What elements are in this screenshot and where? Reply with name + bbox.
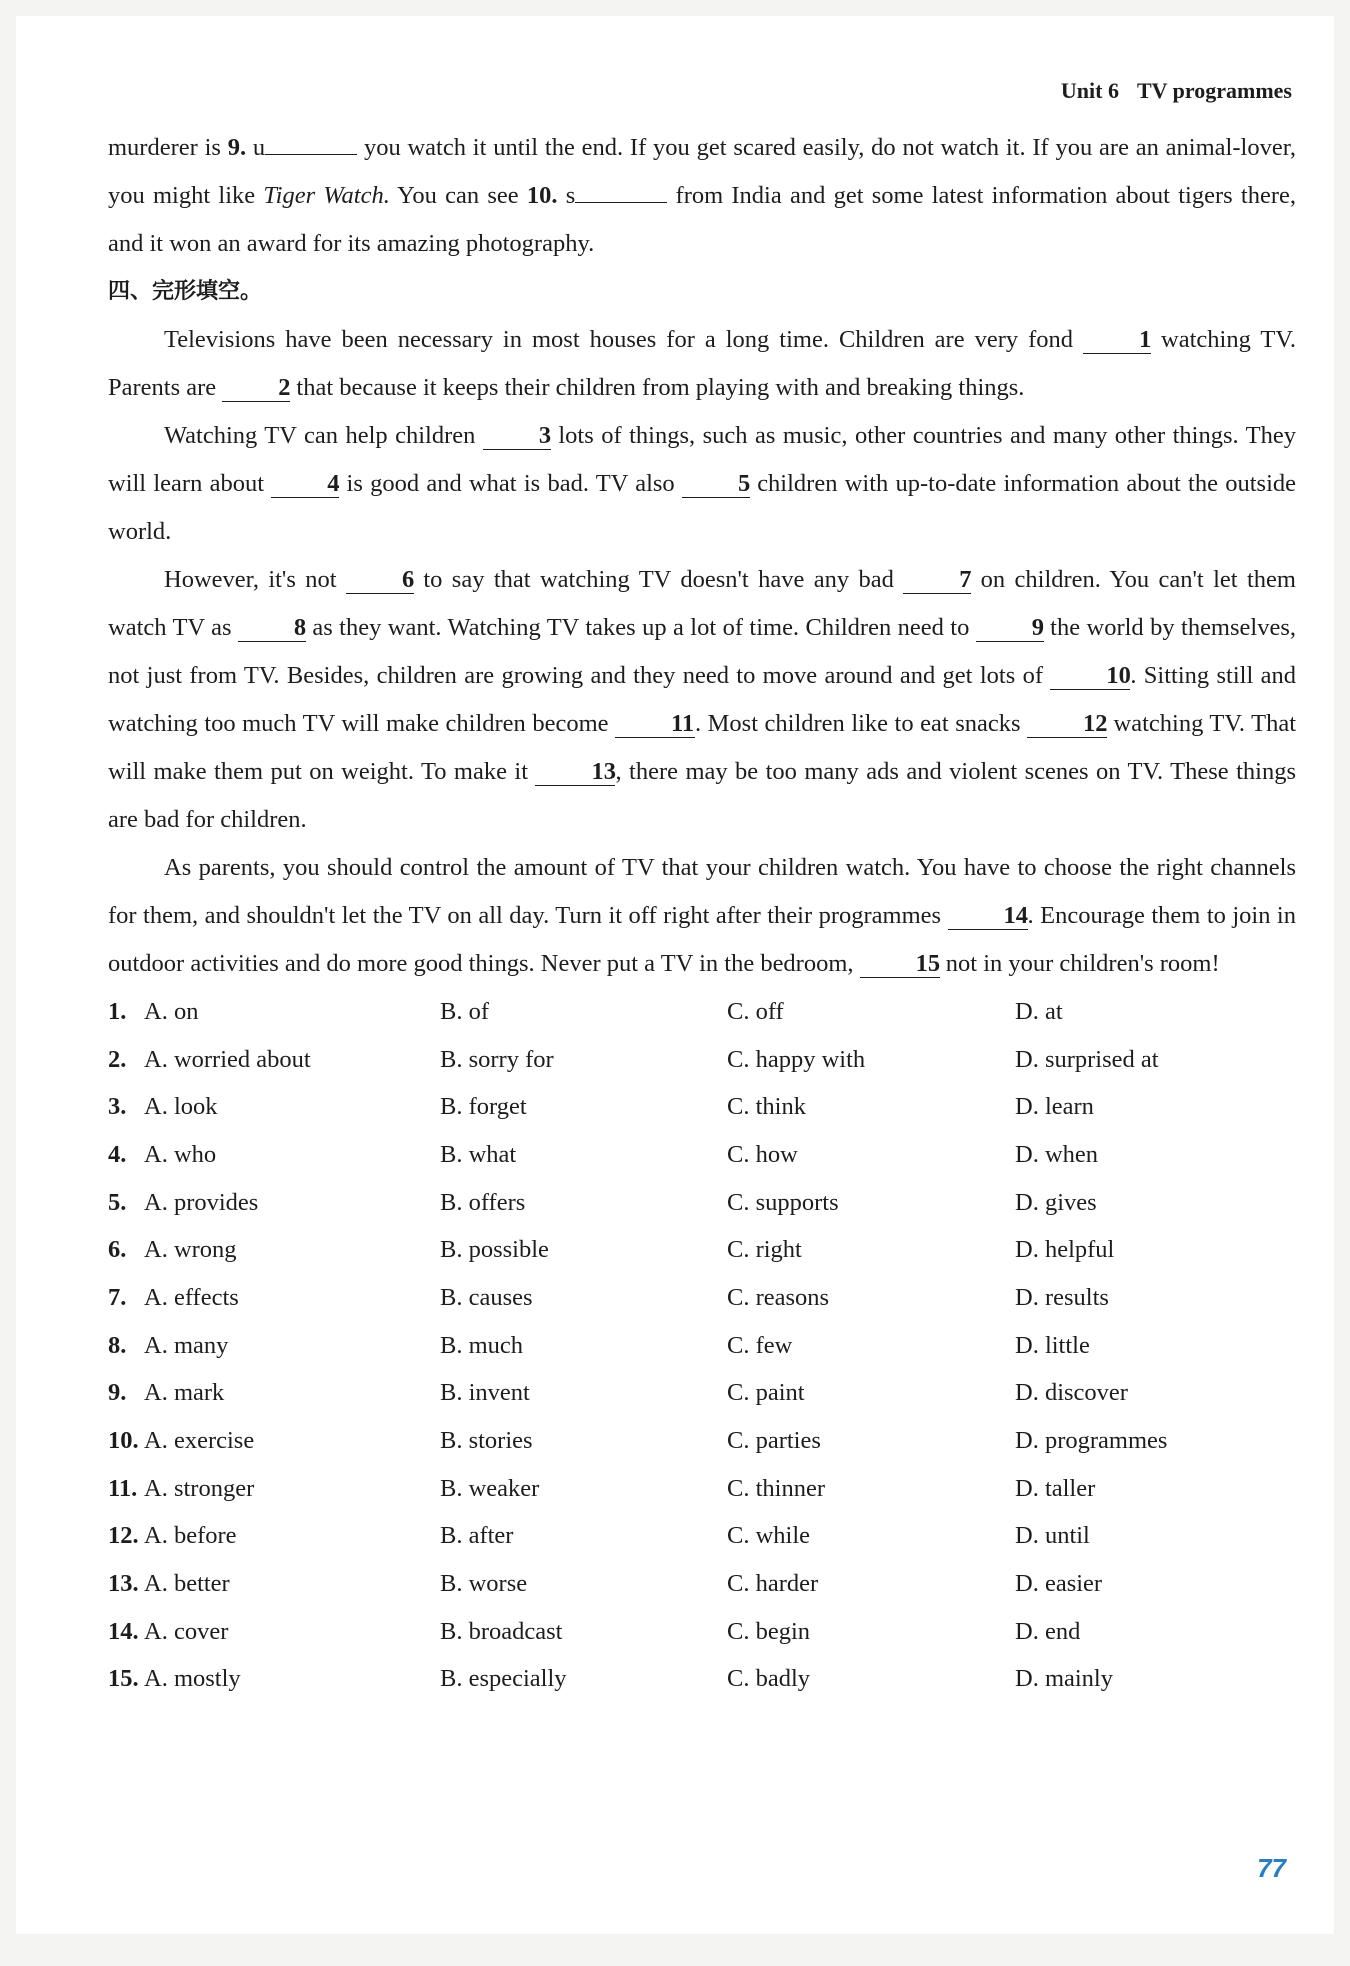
question-number: 8. <box>108 1331 127 1359</box>
answer-blank-9[interactable] <box>265 128 357 155</box>
option-d[interactable]: D. discover <box>1015 1379 1128 1407</box>
option-b[interactable]: B. sorry for <box>440 1045 554 1073</box>
option-b[interactable]: B. of <box>440 997 489 1025</box>
section-title: 四、完形填空。 <box>108 279 263 304</box>
text-run: children with up-to-date information about the outside world. <box>108 470 1296 545</box>
question-number: 6. <box>108 1236 127 1264</box>
header-unit: Unit 6 <box>1060 78 1119 103</box>
option-row <box>108 1513 1296 1561</box>
cloze-blank-5[interactable]: 5 <box>682 471 750 498</box>
cloze-blank-13[interactable]: 13 <box>535 759 615 786</box>
option-b[interactable]: B. weaker <box>440 1474 540 1502</box>
option-d[interactable]: D. taller <box>1015 1474 1096 1502</box>
text-run: to say that watching TV doesn't have any bad <box>413 566 904 593</box>
text-run: is good and what is bad. TV also <box>339 470 682 497</box>
reading-paragraph-end <box>108 124 1296 268</box>
option-a[interactable]: A. worried about <box>144 1045 311 1073</box>
text-run: u <box>246 134 266 161</box>
text-run: s <box>557 182 576 209</box>
option-a[interactable]: A. cover <box>144 1617 229 1645</box>
option-d[interactable]: D. mainly <box>1015 1665 1113 1693</box>
programme-title: Tiger Watch. <box>263 182 390 209</box>
option-a[interactable]: A. provides <box>144 1188 259 1216</box>
question-number: 10. <box>108 1427 139 1455</box>
cloze-blank-3[interactable]: 3 <box>483 423 551 450</box>
option-d[interactable]: D. until <box>1015 1522 1090 1550</box>
option-a[interactable]: A. before <box>144 1522 237 1550</box>
cloze-blank-1[interactable]: 1 <box>1083 327 1151 354</box>
option-b[interactable]: B. invent <box>440 1379 530 1407</box>
question-number: 9. <box>227 134 247 161</box>
text-run: . Encourage them to join in outdoor activities and do more good things. Never put a TV in the bedroom, <box>108 902 1296 977</box>
option-c[interactable]: C. few <box>727 1331 793 1359</box>
option-b[interactable]: B. after <box>440 1522 514 1550</box>
option-c[interactable]: C. supports <box>727 1188 839 1216</box>
question-number: 5. <box>108 1188 127 1216</box>
question-number: 11. <box>108 1474 138 1502</box>
option-row <box>108 1560 1296 1608</box>
cloze-paragraph-2 <box>108 412 1296 556</box>
option-a[interactable]: A. look <box>144 1093 218 1121</box>
option-c[interactable]: C. off <box>727 997 784 1025</box>
option-d[interactable]: D. surprised at <box>1015 1045 1159 1073</box>
cloze-paragraph-1 <box>108 316 1296 412</box>
question-number: 3. <box>108 1093 127 1121</box>
option-b[interactable]: B. especially <box>440 1665 567 1693</box>
option-d[interactable]: D. little <box>1015 1331 1090 1359</box>
question-number: 15. <box>108 1665 139 1693</box>
text-run: . Most children like to eat snacks <box>695 710 1028 737</box>
question-number: 4. <box>108 1140 127 1168</box>
option-c[interactable]: C. right <box>727 1236 802 1264</box>
text-run: Watching TV can help children <box>164 422 483 449</box>
document-page <box>16 16 1334 1934</box>
text-run: murderer is <box>108 134 228 161</box>
option-a[interactable]: A. better <box>144 1570 230 1598</box>
cloze-blank-15[interactable]: 15 <box>860 951 940 978</box>
option-b[interactable]: B. broadcast <box>440 1617 563 1645</box>
text-run: from India and get some latest information about tigers there, and it won an award for its amazing photography. <box>108 182 1296 257</box>
option-b[interactable]: B. possible <box>440 1236 549 1264</box>
option-c[interactable]: C. badly <box>727 1665 811 1693</box>
option-row <box>108 1417 1296 1465</box>
option-a[interactable]: A. exercise <box>144 1427 255 1455</box>
option-a[interactable]: A. effects <box>144 1283 239 1311</box>
answer-blank-10[interactable] <box>575 176 667 203</box>
text-run: Televisions have been necessary in most houses for a long time. Children are very fond <box>164 326 1084 353</box>
text-run: However, it's not <box>164 566 346 593</box>
answer-options <box>108 988 1296 1703</box>
option-d[interactable]: D. at <box>1015 997 1063 1025</box>
text-run: , there may be too many ads and violent scenes on TV. These things are bad for children. <box>108 758 1296 833</box>
text-run: You can see <box>389 182 527 209</box>
cloze-blank-12[interactable]: 12 <box>1027 711 1107 738</box>
cloze-blank-11[interactable]: 11 <box>615 711 695 738</box>
running-header <box>1061 78 1292 104</box>
cloze-blank-2[interactable]: 2 <box>222 375 290 402</box>
option-c[interactable]: C. harder <box>727 1570 819 1598</box>
option-b[interactable]: B. causes <box>440 1283 533 1311</box>
header-title: TV programmes <box>1136 78 1292 103</box>
question-number: 2. <box>108 1045 127 1073</box>
text-run: watching TV. Parents are <box>108 326 1296 401</box>
option-d[interactable]: D. gives <box>1015 1188 1097 1216</box>
text-run: on children. You can't let them watch TV as <box>108 566 1296 641</box>
option-a[interactable]: A. who <box>144 1140 217 1168</box>
question-number: 7. <box>108 1283 127 1311</box>
text-run: the world by themselves, not just from TV. Besides, children are growing and they need to move around and get lots of <box>108 614 1296 689</box>
option-a[interactable]: A. mark <box>144 1379 225 1407</box>
cloze-blank-4[interactable]: 4 <box>271 471 339 498</box>
option-c[interactable]: C. reasons <box>727 1283 830 1311</box>
cloze-blank-7[interactable]: 7 <box>903 567 971 594</box>
page-number: 77 <box>1257 1853 1286 1883</box>
question-number: 12. <box>108 1522 139 1550</box>
text-run: as they want. Watching TV takes up a lot of time. Children need to <box>305 614 976 641</box>
option-row <box>108 1226 1296 1274</box>
option-row <box>108 1465 1296 1513</box>
option-row <box>108 988 1296 1036</box>
question-number: 14. <box>108 1617 139 1645</box>
option-b[interactable]: B. worse <box>440 1570 528 1598</box>
option-row <box>108 1179 1296 1227</box>
option-d[interactable]: D. learn <box>1015 1093 1094 1121</box>
option-row <box>108 1322 1296 1370</box>
text-run: . Sitting still and watching too much TV will make children become <box>108 662 1296 737</box>
option-row <box>108 1656 1296 1704</box>
option-a[interactable]: A. on <box>144 997 199 1025</box>
cloze-paragraph-4 <box>108 844 1296 988</box>
option-row <box>108 1131 1296 1179</box>
option-d[interactable]: D. end <box>1015 1617 1081 1645</box>
text-run: lots of things, such as music, other countries and many other things. They will learn about <box>108 422 1296 497</box>
option-c[interactable]: C. how <box>727 1140 798 1168</box>
option-c[interactable]: C. paint <box>727 1379 805 1407</box>
text-run: not in your children's room! <box>939 950 1220 977</box>
text-run: watching TV. That will make them put on weight. To make it <box>108 710 1296 785</box>
option-a[interactable]: A. stronger <box>144 1474 255 1502</box>
option-d[interactable]: D. results <box>1015 1283 1109 1311</box>
option-c[interactable]: C. parties <box>727 1427 821 1455</box>
option-a[interactable]: A. wrong <box>144 1236 237 1264</box>
question-number: 13. <box>108 1570 139 1598</box>
text-run: you watch it until the end. If you get scared easily, do not watch it. If you are an animal-lover, you might like <box>108 134 1296 209</box>
option-b[interactable]: B. offers <box>440 1188 526 1216</box>
cloze-blank-8[interactable]: 8 <box>238 615 306 642</box>
cloze-blank-10[interactable]: 10 <box>1050 663 1130 690</box>
option-b[interactable]: B. stories <box>440 1427 533 1455</box>
option-d[interactable]: D. easier <box>1015 1570 1103 1598</box>
question-number: 10. <box>526 182 558 209</box>
option-d[interactable]: D. when <box>1015 1140 1099 1168</box>
option-c[interactable]: C. think <box>727 1093 806 1121</box>
option-c[interactable]: C. begin <box>727 1617 811 1645</box>
option-row <box>108 1083 1296 1131</box>
option-row <box>108 1608 1296 1656</box>
cloze-blank-6[interactable]: 6 <box>346 567 414 594</box>
cloze-paragraph-3 <box>108 556 1296 844</box>
page-content <box>108 124 1296 1703</box>
option-c[interactable]: C. while <box>727 1522 811 1550</box>
text-run: that because it keeps their children from playing with and breaking things. <box>290 374 1025 401</box>
option-row <box>108 1274 1296 1322</box>
option-b[interactable]: B. forget <box>440 1093 527 1121</box>
question-number: 9. <box>108 1379 127 1407</box>
cloze-blank-9[interactable]: 9 <box>976 615 1044 642</box>
cloze-blank-14[interactable]: 14 <box>948 903 1028 930</box>
option-c[interactable]: C. happy with <box>727 1045 866 1073</box>
option-row <box>108 1370 1296 1418</box>
option-a[interactable]: A. mostly <box>144 1665 241 1693</box>
option-b[interactable]: B. what <box>440 1140 517 1168</box>
option-row <box>108 1036 1296 1084</box>
option-a[interactable]: A. many <box>144 1331 229 1359</box>
question-number: 1. <box>108 997 127 1025</box>
option-d[interactable]: D. programmes <box>1015 1427 1168 1455</box>
option-c[interactable]: C. thinner <box>727 1474 825 1502</box>
option-b[interactable]: B. much <box>440 1331 524 1359</box>
option-d[interactable]: D. helpful <box>1015 1236 1115 1264</box>
text-run: As parents, you should control the amount of TV that your children watch. You have to choose the right channels for them, and shouldn't let the TV on all day. Turn it off right after their programmes <box>108 854 1296 929</box>
